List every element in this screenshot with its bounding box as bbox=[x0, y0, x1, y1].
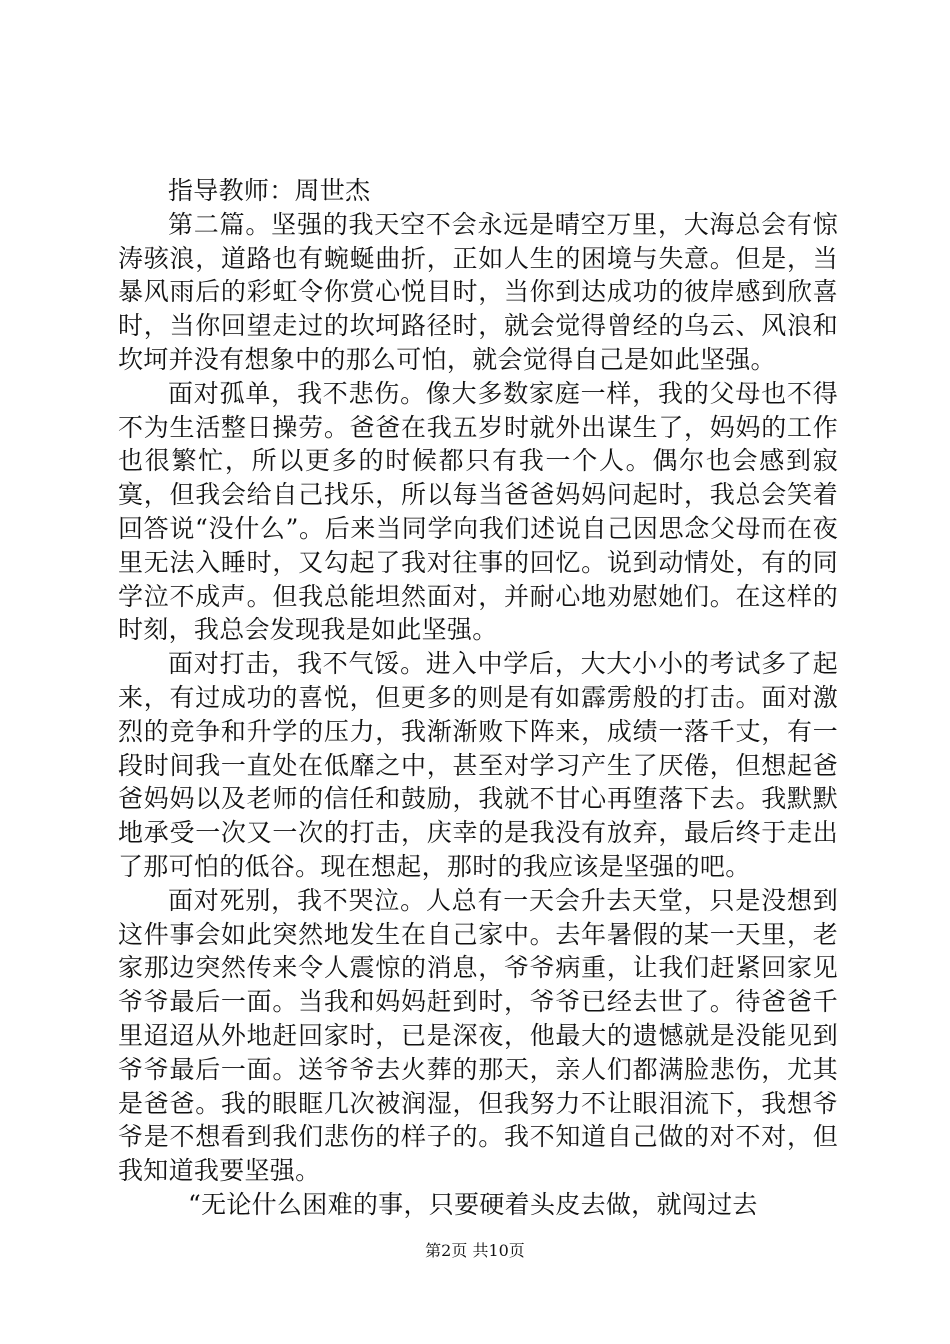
document-body bbox=[118, 174, 838, 1222]
advisor-line: 指导教师：周世杰 bbox=[168, 176, 371, 205]
paragraph-farewell: 面对死别，我不哭泣。人总有一天会升去天堂，只是没想到这件事会如此突然地发生在自己家中。去年暑假的某一天里，老家那边突然传来令人震惊的消息，爷爷病重，让我们赶紧回家见爷爷最后一面。当我和妈妈赶到时，爷爷已经去世了。待爸爸千里迢迢从外地赶回家时，已是深夜，他最大的遗憾就是没能见到爷爷最后一面。送爷爷去火葬的那天，亲人们都满脸悲伤，尤其是爸爸。我的眼眶几次被润湿，但我努力不让眼泪流下，我想爷爷是不想看到我们悲伤的样子的。我不知道自己做的对不对，但我知道我要坚强。 bbox=[118, 885, 838, 1186]
paragraph-quote: “无论什么困难的事，只要硬着头皮去做，就闯过去 bbox=[188, 1189, 758, 1219]
paragraph-loneliness: 面对孤单，我不悲伤。像大多数家庭一样，我的父母也不得不为生活整日操劳。爸爸在我五岁时就外出谋生了，妈妈的工作也很繁忙，所以更多的时候都只有我一个人。偶尔也会感到寂寞，但我会给自己找乐，所以每当爸爸妈妈问起时，我总会笑着回答说“没什么”。后来当同学向我们述说自己因思念父母而在夜里无法入睡时，又勾起了我对往事的回忆。说到动情处，有的同学泣不成声。但我总能坦然面对，并耐心地劝慰她们。在这样的时刻，我总会发现我是如此坚强。 bbox=[118, 378, 838, 645]
paragraph-intro: 第二篇。坚强的我天空不会永远是晴空万里，大海总会有惊涛骇浪，道路也有蜿蜒曲折，正如人生的困境与失意。但是，当暴风雨后的彩虹令你赏心悦目时，当你到达成功的彼岸感到欣喜时，当你回望走过的坎坷路径时，就会觉得曾经的乌云、风浪和坎坷并没有想象中的那么可怕，就会觉得自己是如此坚强。 bbox=[118, 209, 838, 374]
paragraph-setback: 面对打击，我不气馁。进入中学后，大大小小的考试多了起来，有过成功的喜悦，但更多的则是有如霹雳般的打击。面对激烈的竞争和升学的压力，我渐渐败下阵来，成绩一落千丈，有一段时间我一直处在低靡之中，甚至对学习产生了厌倦，但想起爸爸妈妈以及老师的信任和鼓励，我就不甘心再堕落下去。我默默地承受一次又一次的打击，庆幸的是我没有放弃，最后终于走出了那可怕的低谷。现在想起，那时的我应该是坚强的吧。 bbox=[118, 649, 838, 881]
page-number-label: 第2页 共10页 bbox=[425, 1241, 525, 1260]
page-footer bbox=[0, 1241, 950, 1261]
